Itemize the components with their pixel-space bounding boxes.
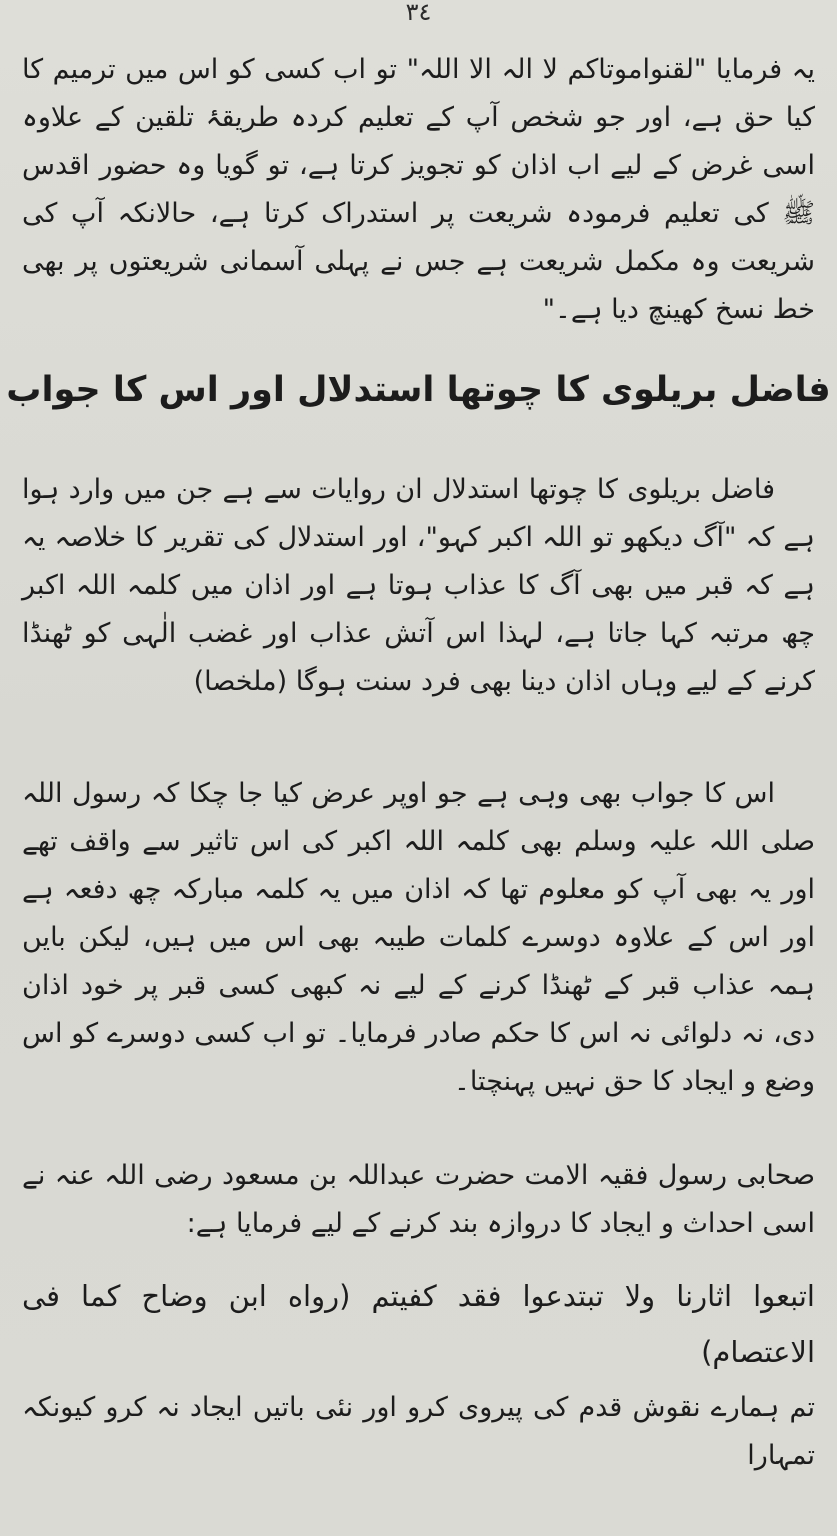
paragraph-fourth-argument-text: فاضل بریلوی کا چوتھا استدلال ان روایات سے ہے جن میں وارد ہوا ہے کہ "آگ دیکھو تو اللہ اکبر کہو"، اور استدلال کی تقریر کا خلاصہ یہ ہے کہ قبر میں بھی آگ کا عذاب ہوتا ہے اور اذان میں کلمہ اللہ اکبر چھ مرتبہ کہا جاتا ہے، لہذا اس آتش عذاب اور غضب الٰہی کو ٹھنڈا کرنے کے لیے وہاں اذان دینا بھی فرد سنت ہوگا (ملخصا) xyxy=(22,474,815,697)
arabic-quote: اتبعوا اثارنا ولا تبتدعوا فقد كفيتم (رواه ابن وضاح كما فى الاعتصام) xyxy=(22,1279,815,1369)
paragraph-answer-text: اس کا جواب بھی وہی ہے جو اوپر عرض کیا جا چکا کہ رسول اللہ صلی اللہ علیہ وسلم بھی کلمہ اللہ اکبر کی اس تاثیر سے واقف تھے اور یہ بھی آپ کو معلوم تھا کہ اذان میں یہ کلمہ مبارکہ چھ دفعہ ہے اور اس کے علاوہ دوسرے کلمات طیبہ بھی اس میں ہیں، لیکن بایں ہمہ عذاب قبر کے ٹھنڈا کرنے کے لیے نہ کبھی کسی قبر پر خود اذان دی، نہ دلوائی نہ اس کا حکم صادر فرمایا۔ تو اب کسی دوسرے کو اس وضع و ایجاد کا حق نہیں پہنچتا۔ xyxy=(22,778,815,1097)
section-heading: فاضل بریلوی کا چوتھا استدلال اور اس کا جواب xyxy=(6,370,831,410)
page-number: ٣٤ xyxy=(405,0,432,26)
paragraph-fourth-argument xyxy=(22,466,815,706)
paragraph-translation: تم ہمارے نقوش قدم کی پیروی کرو اور نئی باتیں ایجاد نہ کرو کیونکہ تمہارا xyxy=(22,1392,815,1471)
paragraph-companion-saying: صحابی رسول فقیہ الامت حضرت عبداللہ بن مسعود رضی اللہ عنہ نے اسی احداث و ایجاد کا دروازہ بند کرنے کے لیے فرمایا ہے: xyxy=(22,1160,815,1239)
paragraph-answer xyxy=(22,770,815,1106)
paragraph-quote-continuation: یہ فرمایا "لقنواموتاکم لا الہ الا اللہ" تو اب کسی کو اس میں ترمیم کا کیا حق ہے، اور جو شخص آپ کے تعلیم کردہ طریقۂ تلقین کے علاوہ اسی غرض کے لیے اب اذان کو تجویز کرتا ہے، تو گویا وہ حضور اقدس ﷺ کی تعلیم فرمودہ شریعت پر استدراک کرتا ہے، حالانکہ آپ کی شریعت وہ مکمل شریعت ہے جس نے پہلی آسمانی شریعتوں پر بھی خط نسخ کھینچ دیا ہے۔" xyxy=(22,54,815,325)
